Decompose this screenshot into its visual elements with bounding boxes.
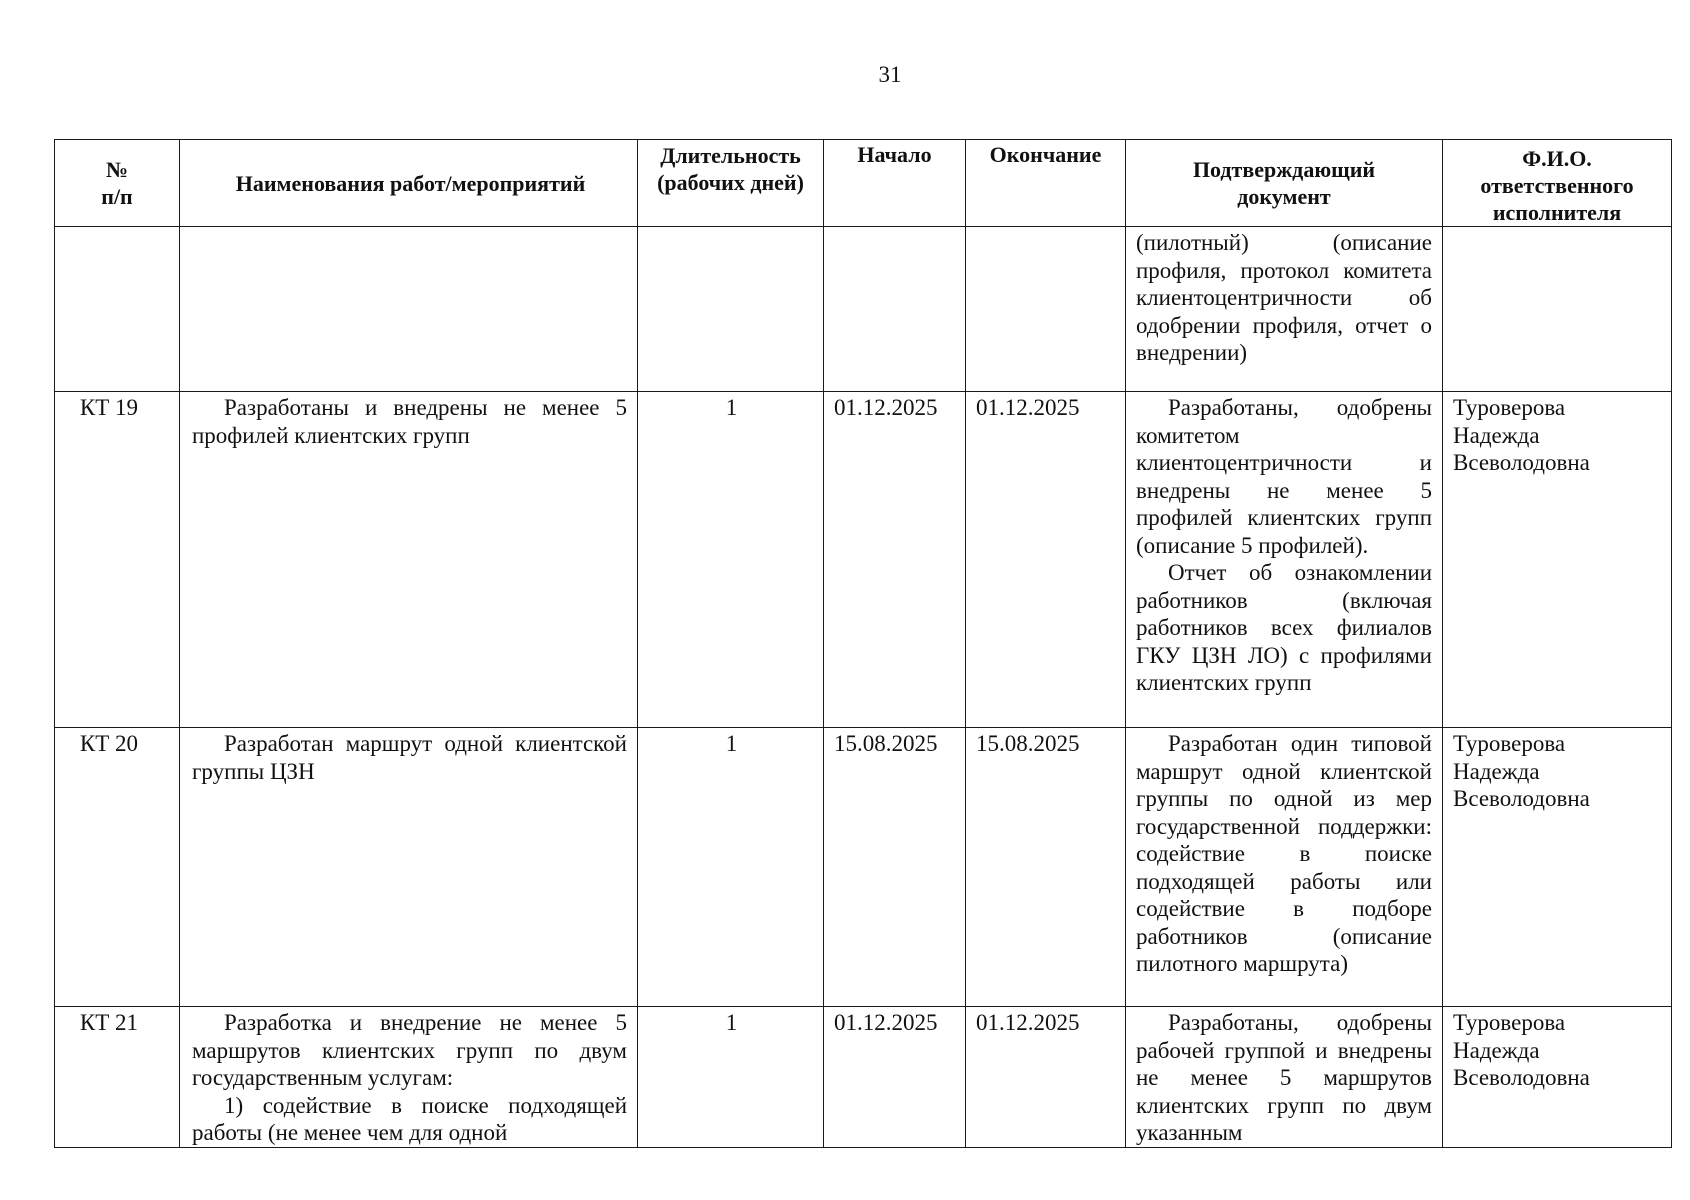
document-paragraph: Разработаны, одобрены комитетом клиентоцентричности и внедрены не менее 5 профилей клиентских групп (описание 5 профилей). [1136, 395, 1432, 558]
row-number: КТ 21 [79, 1010, 139, 1035]
start-date: 01.12.2025 [834, 395, 938, 420]
cell-responsible [1443, 1007, 1672, 1148]
document-paragraph: Разработаны, одобрены рабочей группой и внедрены не менее 5 маршрутов клиентских групп по двум указанным [1136, 1010, 1432, 1145]
cell-responsible [1443, 728, 1672, 1007]
duration-value: 1 [725, 395, 738, 420]
cell-empty [180, 227, 638, 392]
header-number-label: № п/п [101, 157, 133, 209]
table-row-continuation [55, 227, 1672, 392]
cell-number [55, 1007, 180, 1148]
cell-start [824, 1007, 966, 1148]
end-date: 01.12.2025 [976, 395, 1080, 420]
cell-end [966, 1007, 1126, 1148]
row-number: КТ 19 [79, 395, 139, 420]
header-start-label: Начало [857, 141, 932, 167]
header-work-name [180, 140, 638, 227]
header-document [1126, 140, 1443, 227]
cell-duration [638, 1007, 824, 1148]
cell-document [1126, 227, 1443, 392]
cell-work-name [180, 728, 638, 1007]
cell-document [1126, 392, 1443, 728]
cell-end [966, 392, 1126, 728]
header-start [824, 140, 966, 227]
work-plan-table [54, 139, 1672, 1148]
duration-value: 1 [725, 731, 738, 756]
page-number: 31 [878, 62, 902, 87]
cell-document [1126, 728, 1443, 1007]
header-duration [638, 140, 824, 227]
work-name-text: Разработаны и внедрены не менее 5 профилей клиентских групп [192, 395, 627, 448]
header-number [55, 140, 180, 227]
header-document-label: Подтверждающий документ [1192, 157, 1376, 209]
cell-empty [55, 227, 180, 392]
header-responsible-label: Ф.И.О. ответственного исполнителя [1480, 145, 1634, 225]
cell-work-name [180, 392, 638, 728]
document-text: (пилотный) (описание профиля, протокол комитета клиентоцентричности об одобрении профиля, отчет о внедрении) [1136, 230, 1432, 365]
header-responsible [1443, 140, 1672, 227]
responsible-name: Туроверова Надежда Всеволодовна [1453, 1010, 1590, 1090]
table-header-row [55, 140, 1672, 227]
table-row [55, 728, 1672, 1007]
header-work-name-label: Наименования работ/мероприятий [235, 170, 586, 196]
cell-responsible [1443, 392, 1672, 728]
end-date: 15.08.2025 [976, 731, 1080, 756]
cell-empty [638, 227, 824, 392]
cell-duration [638, 728, 824, 1007]
header-end [966, 140, 1126, 227]
end-date: 01.12.2025 [976, 1010, 1080, 1035]
cell-start [824, 728, 966, 1007]
table-row [55, 392, 1672, 728]
cell-duration [638, 392, 824, 728]
start-date: 15.08.2025 [834, 731, 938, 756]
responsible-name: Туроверова Надежда Всеволодовна [1453, 395, 1590, 475]
cell-document [1126, 1007, 1443, 1148]
cell-work-name [180, 1007, 638, 1148]
cell-number [55, 728, 180, 1007]
row-number: КТ 20 [79, 731, 139, 756]
duration-value: 1 [725, 1010, 738, 1035]
cell-start [824, 392, 966, 728]
responsible-name: Туроверова Надежда Всеволодовна [1453, 731, 1590, 811]
start-date: 01.12.2025 [834, 1010, 938, 1035]
document-paragraph: Отчет об ознакомлении работников (включая работников всех филиалов ГКУ ЦЗН ЛО) с профилями клиентских групп [1136, 560, 1432, 695]
work-name-text: Разработан маршрут одной клиентской группы ЦЗН [192, 731, 627, 784]
header-end-label: Окончание [989, 141, 1102, 167]
document-paragraph: Разработан один типовой маршрут одной клиентской группы по одной из мер государственной поддержки: содействие в поиске подходящей работы или содействие в подборе работников (описание пилотного маршрута) [1136, 731, 1432, 976]
cell-empty [824, 227, 966, 392]
table-row [55, 1007, 1672, 1148]
cell-end [966, 728, 1126, 1007]
header-duration-label: Длительность (рабочих дней) [657, 143, 804, 195]
work-name-paragraph: Разработка и внедрение не менее 5 маршрутов клиентских групп по двум государственным услугам: [192, 1010, 627, 1090]
cell-empty [1443, 227, 1672, 392]
cell-number [55, 392, 180, 728]
work-name-paragraph: 1) содействие в поиске подходящей работы (не менее чем для одной [192, 1092, 627, 1145]
cell-empty [966, 227, 1126, 392]
